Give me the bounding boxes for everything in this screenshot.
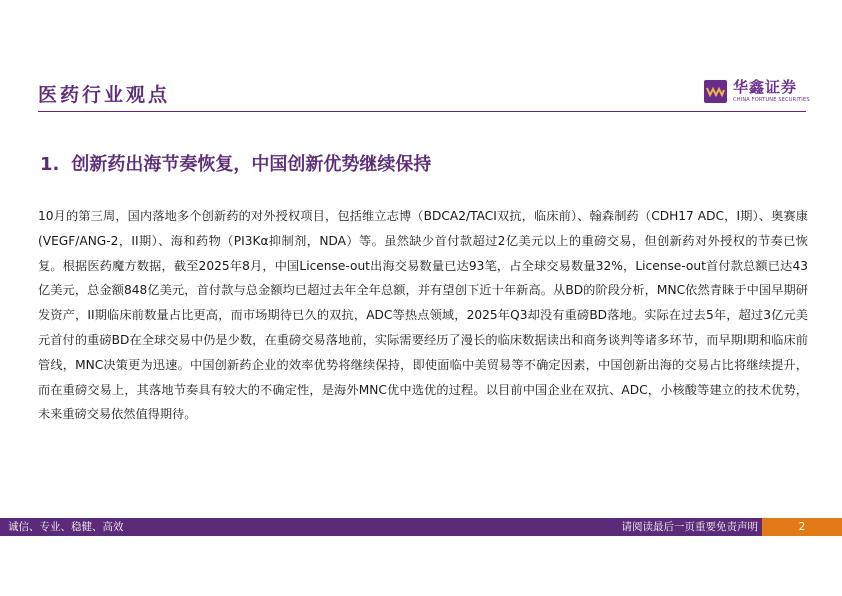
logo-chinese-name: 华鑫证券	[733, 77, 798, 96]
section-heading	[40, 150, 431, 176]
footer-disclaimer-link[interactable]: 请阅读最后一页重要免责声明	[621, 521, 758, 533]
footer-bar	[0, 518, 842, 536]
page-number: 2	[762, 518, 842, 536]
header-divider	[38, 111, 806, 112]
footer-slogan: 诚信、专业、稳健、高效	[8, 521, 124, 533]
huaxin-logo-icon	[704, 80, 727, 103]
body-paragraph: 10月的第三周，国内落地多个创新药的对外授权项目，包括维立志博（BDCA2/TACI双抗，临床前）、翰森制药（CDH17 ADC，I期）、奥赛康(VEGF/ANG-2，II期）、海和药物（PI3Kα抑制剂，NDA）等。虽然缺少首付款超过2亿美元以上的重磅交易，但创新药对外授权的节奏已恢复。根据医药魔方数据，截至2025年8月，中国License-out出海交易数量已达93笔，占全球交易数量32%，License-out首付款总额已达43亿美元，总金额848亿美元，首付款与总金额均已超过去年全年总额，并有望创下近十年新高。从BD的阶段分析，MNC依然青睐于中国早期研发资产，II期临床前数量占比更高，而市场期待已久的双抗，ADC等热点领域，2025年Q3却没有重磅BD落地。实际在过去5年，超过3亿元美元首付的重磅BD在全球交易中仍是少数，在重磅交易落地前，实际需要经历了漫长的临床数据读出和商务谈判等诸多环节，而早期I期和临床前管线，MNC决策更为迅速。中国创新药企业的效率优势将继续保持，即使面临中美贸易等不确定因素，中国创新出海的交易占比将继续提升，而在重磅交易上，其落地节奏具有较大的不确定性，是海外MNC优中选优的过程。以目前中国企业在双抗、ADC，小核酸等建立的技术优势，未来重磅交易依然值得期待。	[38, 209, 808, 422]
section-title-text: 创新药出海节奏恢复，中国创新优势继续保持	[71, 154, 432, 175]
logo-english-name: CHINA FORTUNE SECURITIES	[733, 96, 810, 103]
company-logo	[704, 79, 810, 103]
section-number: 1.	[40, 154, 60, 175]
page-header-title: 医药行业观点	[38, 84, 171, 106]
